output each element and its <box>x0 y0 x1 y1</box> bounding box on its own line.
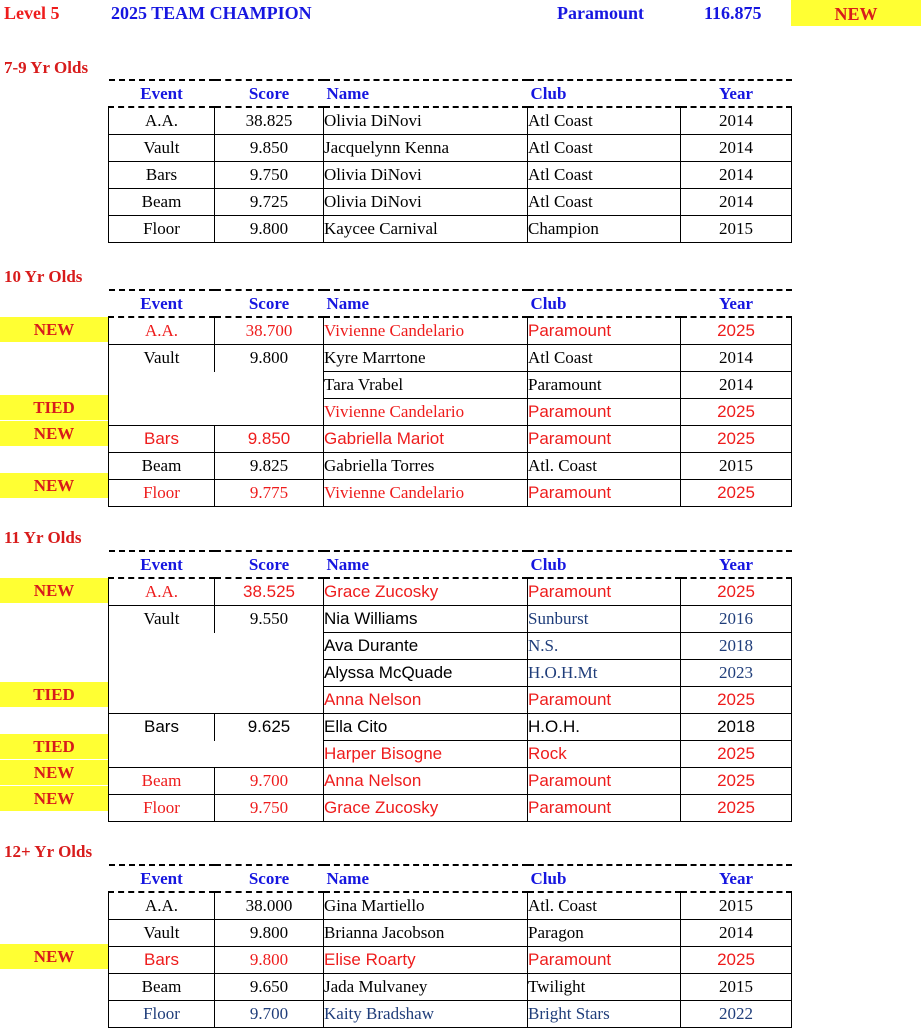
score-cell: 38.525 <box>243 582 295 601</box>
table-row <box>109 189 792 216</box>
table-row <box>109 135 792 162</box>
year-cell: 2016 <box>681 606 792 633</box>
club-cell: Paramount <box>528 372 681 399</box>
col-name: Name <box>324 865 528 892</box>
year-cell: 2025 <box>681 578 792 606</box>
name-cell: Jada Mulvaney <box>324 974 528 1001</box>
champion-status-badge: NEW <box>791 0 921 26</box>
score-cell <box>215 660 324 687</box>
year-cell: 2023 <box>681 660 792 687</box>
event-cell <box>109 660 215 687</box>
new-record-badge: NEW <box>0 421 108 446</box>
table-row <box>109 974 792 1001</box>
section-title-11: 11 Yr Olds <box>4 528 82 547</box>
page-title: 2025 TEAM CHAMPION <box>111 3 312 23</box>
score-cell: 9.550 <box>249 609 289 629</box>
name-cell: Tara Vrabel <box>324 372 528 399</box>
club-cell: Paramount <box>528 687 681 714</box>
new-record-badge: NEW <box>0 317 108 342</box>
score-cell <box>215 741 324 768</box>
event-cell: Bars <box>109 714 215 741</box>
club-cell: Paramount <box>528 578 681 606</box>
year-cell: 2025 <box>681 768 792 795</box>
event-cell: Floor <box>109 795 215 822</box>
new-record-badge: NEW <box>0 760 108 785</box>
club-cell: Atl Coast <box>528 345 681 372</box>
score-cell <box>215 687 324 714</box>
score-cell: 9.750 <box>249 165 289 184</box>
table-header-row <box>109 865 792 892</box>
score-cell: 9.800 <box>249 923 289 942</box>
section-title-7-9: 7-9 Yr Olds <box>4 58 89 77</box>
year-cell: 2018 <box>681 633 792 660</box>
name-cell: Anna Nelson <box>324 768 528 795</box>
club-cell: Sunburst <box>528 606 681 633</box>
champion-club: Paramount <box>557 3 644 23</box>
score-cell: 9.800 <box>249 219 289 238</box>
score-cell <box>215 399 324 426</box>
name-cell: Olivia DiNovi <box>324 189 528 216</box>
club-cell: Atl Coast <box>528 162 681 189</box>
table-row <box>109 453 792 480</box>
champion-score: 116.875 <box>704 3 762 23</box>
name-cell: Jacquelynn Kenna <box>324 135 528 162</box>
club-cell: Atl. Coast <box>528 453 681 480</box>
table-row <box>109 768 792 795</box>
event-cell: Bars <box>109 426 215 453</box>
col-name: Name <box>324 290 528 317</box>
club-cell: Atl. Coast <box>528 892 681 920</box>
score-cell: 9.700 <box>249 1004 289 1023</box>
event-cell: Vault <box>109 606 215 633</box>
score-cell: 9.850 <box>249 138 289 157</box>
score-cell: 9.800 <box>249 950 289 969</box>
col-event: Event <box>109 290 215 317</box>
event-cell <box>109 687 215 714</box>
name-cell: Gina Martiello <box>324 892 528 920</box>
year-cell: 2018 <box>681 714 792 741</box>
year-cell: 2025 <box>681 480 792 507</box>
event-cell: Bars <box>109 947 215 974</box>
year-cell: 2014 <box>681 189 792 216</box>
tied-record-badge: TIED <box>0 682 108 707</box>
table-row <box>109 480 792 507</box>
score-cell: 9.750 <box>249 798 289 817</box>
event-cell <box>109 372 215 399</box>
year-cell: 2015 <box>681 974 792 1001</box>
col-name: Name <box>324 551 528 578</box>
event-cell: Floor <box>109 1001 215 1028</box>
name-cell: Grace Zucosky <box>324 795 528 822</box>
table-row <box>109 426 792 453</box>
table-row <box>109 687 792 714</box>
name-cell: Harper Bisogne <box>324 741 528 768</box>
year-cell: 2025 <box>681 687 792 714</box>
club-cell: Atl Coast <box>528 135 681 162</box>
table-header-row <box>109 80 792 107</box>
col-year: Year <box>681 865 792 892</box>
col-club: Club <box>528 80 681 107</box>
club-cell: Atl Coast <box>528 107 681 135</box>
score-cell: 9.725 <box>249 192 289 211</box>
table-row <box>109 162 792 189</box>
col-year: Year <box>681 290 792 317</box>
name-cell: Gabriella Mariot <box>324 426 528 453</box>
new-record-badge: NEW <box>0 473 108 498</box>
event-cell: Beam <box>109 453 215 480</box>
club-cell: Champion <box>528 216 681 243</box>
tied-record-badge: TIED <box>0 734 108 759</box>
year-cell: 2014 <box>681 920 792 947</box>
name-cell: Olivia DiNovi <box>324 162 528 189</box>
club-cell: Paramount <box>528 768 681 795</box>
col-score: Score <box>215 865 324 892</box>
year-cell: 2015 <box>681 216 792 243</box>
name-cell: Olivia DiNovi <box>324 107 528 135</box>
event-cell: A.A. <box>109 317 215 345</box>
col-event: Event <box>109 865 215 892</box>
name-cell: Vivienne Candelario <box>324 399 528 426</box>
year-cell: 2025 <box>681 426 792 453</box>
name-cell: Vivienne Candelario <box>324 480 528 507</box>
club-cell: Paramount <box>528 317 681 345</box>
event-cell: Beam <box>109 768 215 795</box>
name-cell: Nia Williams <box>324 606 528 633</box>
event-cell <box>109 741 215 768</box>
event-cell: Vault <box>109 920 215 947</box>
event-cell: Bars <box>109 162 215 189</box>
col-club: Club <box>528 551 681 578</box>
year-cell: 2014 <box>681 345 792 372</box>
table-row <box>109 345 792 372</box>
table-row <box>109 892 792 920</box>
score-cell: 38.700 <box>245 321 293 340</box>
club-cell: N.S. <box>528 633 681 660</box>
name-cell: Ava Durante <box>324 633 528 660</box>
club-cell: Rock <box>528 741 681 768</box>
new-record-badge: NEW <box>0 944 108 969</box>
event-cell: Vault <box>109 345 215 372</box>
club-cell: Paramount <box>528 795 681 822</box>
score-cell: 9.650 <box>249 977 289 996</box>
new-record-badge: NEW <box>0 578 108 603</box>
table-row <box>109 399 792 426</box>
table-row <box>109 947 792 974</box>
event-cell: Vault <box>109 135 215 162</box>
year-cell: 2025 <box>681 795 792 822</box>
club-cell: Paramount <box>528 399 681 426</box>
level-label: Level 5 <box>4 3 60 23</box>
table-row <box>109 317 792 345</box>
year-cell: 2014 <box>681 372 792 399</box>
event-cell: Floor <box>109 216 215 243</box>
name-cell: Alyssa McQuade <box>324 660 528 687</box>
table-row <box>109 795 792 822</box>
club-cell: Paramount <box>528 426 681 453</box>
score-cell: 9.800 <box>249 348 289 368</box>
year-cell: 2025 <box>681 947 792 974</box>
col-event: Event <box>109 551 215 578</box>
table-row <box>109 1001 792 1028</box>
col-name: Name <box>324 80 528 107</box>
score-cell: 9.625 <box>247 717 291 737</box>
records-table-10 <box>108 289 792 507</box>
score-cell: 38.825 <box>245 111 293 130</box>
col-club: Club <box>528 865 681 892</box>
table-row <box>109 714 792 741</box>
event-cell: A.A. <box>109 578 215 606</box>
event-cell: A.A. <box>109 107 215 135</box>
year-cell: 2014 <box>681 135 792 162</box>
score-cell: 9.825 <box>249 456 289 475</box>
club-cell: Paramount <box>528 480 681 507</box>
col-score: Score <box>215 290 324 317</box>
col-event: Event <box>109 80 215 107</box>
year-cell: 2025 <box>681 741 792 768</box>
table-row <box>109 633 792 660</box>
table-row <box>109 741 792 768</box>
name-cell: Anna Nelson <box>324 687 528 714</box>
score-cell: 9.700 <box>249 771 289 790</box>
event-cell <box>109 399 215 426</box>
club-cell: Atl Coast <box>528 189 681 216</box>
tied-record-badge: TIED <box>0 395 108 420</box>
event-cell: A.A. <box>109 892 215 920</box>
year-cell: 2025 <box>681 317 792 345</box>
table-row <box>109 107 792 135</box>
event-cell: Floor <box>109 480 215 507</box>
event-cell: Beam <box>109 189 215 216</box>
event-cell: Beam <box>109 974 215 1001</box>
name-cell: Elise Roarty <box>324 947 528 974</box>
col-score: Score <box>215 551 324 578</box>
name-cell: Kaycee Carnival <box>324 216 528 243</box>
name-cell: Vivienne Candelario <box>324 317 528 345</box>
col-year: Year <box>681 551 792 578</box>
score-cell <box>215 633 324 660</box>
score-cell: 9.850 <box>247 429 291 448</box>
section-title-10: 10 Yr Olds <box>4 267 83 286</box>
name-cell: Brianna Jacobson <box>324 920 528 947</box>
club-cell: Paragon <box>528 920 681 947</box>
year-cell: 2014 <box>681 107 792 135</box>
table-row <box>109 920 792 947</box>
year-cell: 2015 <box>681 892 792 920</box>
year-cell: 2022 <box>681 1001 792 1028</box>
new-record-badge: NEW <box>0 786 108 811</box>
table-row <box>109 216 792 243</box>
col-year: Year <box>681 80 792 107</box>
name-cell: Ella Cito <box>324 714 528 741</box>
section-title-12-plus: 12+ Yr Olds <box>4 842 93 861</box>
col-club: Club <box>528 290 681 317</box>
score-cell: 38.000 <box>245 896 293 915</box>
name-cell: Kaity Bradshaw <box>324 1001 528 1028</box>
table-header-row <box>109 290 792 317</box>
records-table-7-9 <box>108 79 792 243</box>
name-cell: Grace Zucosky <box>324 578 528 606</box>
score-cell: 9.775 <box>249 483 289 502</box>
table-row <box>109 606 792 633</box>
club-cell: H.O.H.Mt <box>528 660 681 687</box>
table-header-row <box>109 551 792 578</box>
name-cell: Gabriella Torres <box>324 453 528 480</box>
score-cell <box>215 372 324 399</box>
records-table-11 <box>108 550 792 822</box>
records-table-12-plus <box>108 864 792 1028</box>
club-cell: H.O.H. <box>528 714 681 741</box>
year-cell: 2014 <box>681 162 792 189</box>
table-row <box>109 660 792 687</box>
name-cell: Kyre Marrtone <box>324 345 528 372</box>
year-cell: 2025 <box>681 399 792 426</box>
table-row <box>109 578 792 606</box>
club-cell: Paramount <box>528 947 681 974</box>
year-cell: 2015 <box>681 453 792 480</box>
col-score: Score <box>215 80 324 107</box>
club-cell: Twilight <box>528 974 681 1001</box>
club-cell: Bright Stars <box>528 1001 681 1028</box>
event-cell <box>109 633 215 660</box>
table-row <box>109 372 792 399</box>
